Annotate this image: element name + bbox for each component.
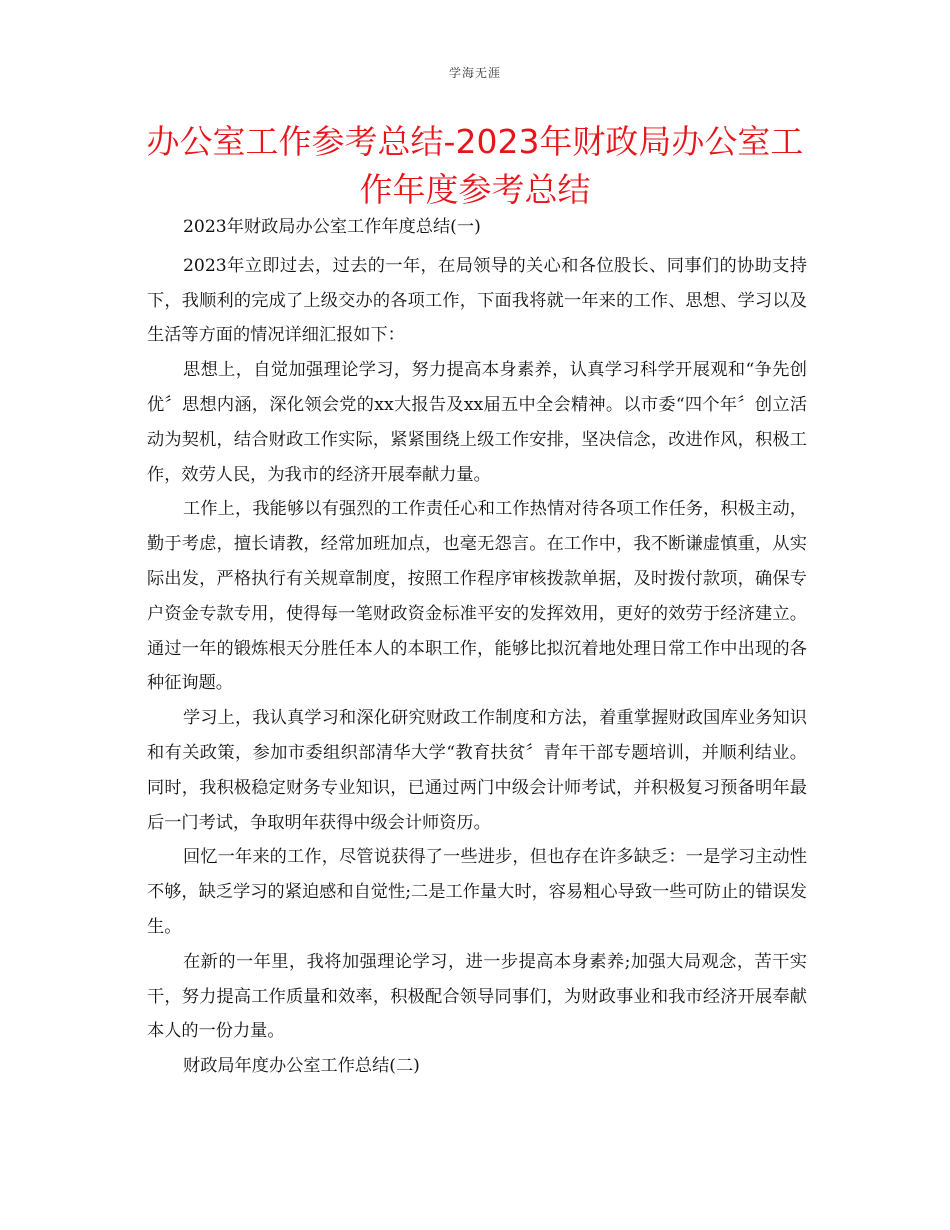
paragraph-ideology: 思想上，自觉加强理论学习，努力提高本身素养，认真学习科学开展观和“争先创优〞思想内涵，深化领会党的xx大报告及xx届五中全会精神。以市委“四个年〞创立活动为契机，结合财政工作实际，紧紧围绕上级工作安排，坚决信念，改进作风，积极工作，效劳人民，为我市的经济开展奉献力量。 bbox=[147, 360, 808, 485]
paragraph-shortcomings: 回忆一年来的工作，尽管说获得了一些进步，但也存在许多缺乏：一是学习主动性不够，缺乏学习的紧迫感和自觉性;二是工作量大时，容易粗心导致一些可防止的错误发生。 bbox=[147, 847, 807, 937]
document-body bbox=[147, 210, 807, 1084]
section-heading-1: 2023年财政局办公室工作年度总结(一) bbox=[183, 217, 481, 237]
page-header: 学海无涯 bbox=[448, 66, 501, 80]
paragraph-study: 学习上，我认真学习和深化研究财政工作制度和方法，着重掌握财政国库业务知识和有关政策，参加市委组织部清华大学“教育扶贫〞青年干部专题培训，并顺利结业。同时，我积极稳定财务专业知识，已通过两门中级会计师考试，并积极复习预备明年最后一门考试，争取明年获得中级会计师资历。 bbox=[147, 708, 807, 833]
paragraph-new-year: 在新的一年里，我将加强理论学习，进一步提高本身素养;加强大局观念，苦干实干，努力提高工作质量和效率，积极配合领导同事们，为财政事业和我市经济开展奉献本人的一份力量。 bbox=[147, 951, 807, 1042]
section-heading-2: 财政局年度办公室工作总结(二) bbox=[183, 1056, 420, 1077]
document-title: 办公室工作参考总结-2023年财政局办公室工作年度参考总结 bbox=[146, 122, 804, 209]
paragraph-intro: 2023年立即过去，过去的一年，在局领导的关心和各位股长、同事们的协助支持下，我顺利的完成了上级交办的各项工作，下面我将就一年来的工作、思想、学习以及生活等方面的情况详细汇报如下： bbox=[147, 255, 807, 346]
paragraph-work: 工作上，我能够以有强烈的工作责任心和工作热情对待各项工作任务，积极主动，勤于考虑，擅长请教，经常加班加点，也毫无怨言。在工作中，我不断谦虚慎重，从实际出发，严格执行有关规章制度，按照工作程序审核拨款单据，及时拨付款项，确保专户资金专款专用，使得每一笔财政资金标准平安的发挥效用，更好的效劳于经济建立。通过一年的锻炼根天分胜任本人的本职工作，能够比拟沉着地处理日常工作中出现的各种征询题。 bbox=[147, 499, 807, 694]
